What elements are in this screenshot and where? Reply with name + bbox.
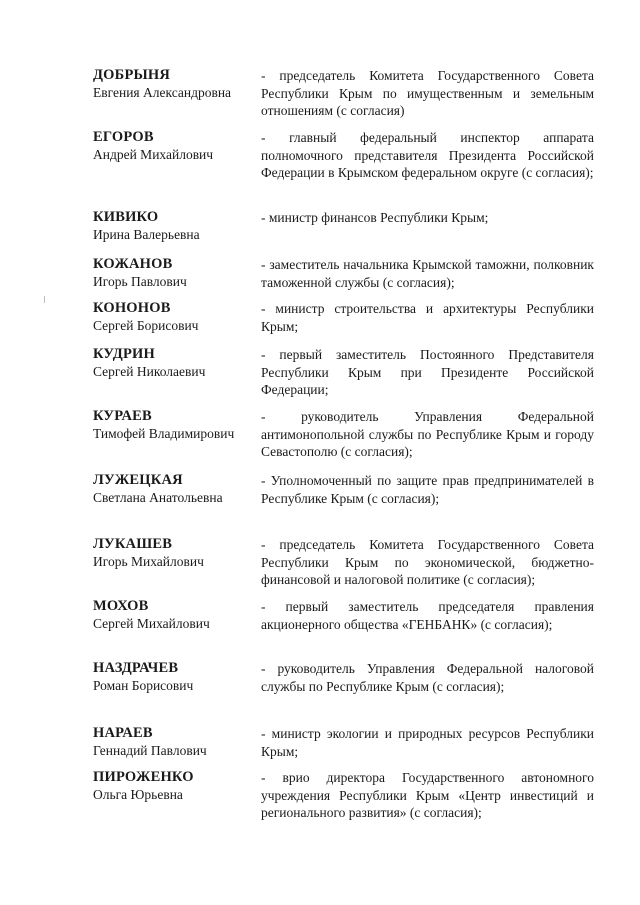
member-name: [93, 472, 258, 506]
member-name: [93, 256, 258, 290]
member-given-name: Сергей Борисович: [93, 318, 199, 333]
member-role: - министр экологии и природных ресурсов Республики Крым;: [261, 726, 594, 759]
member-given-name: Евгения Александровна: [93, 85, 232, 100]
member-surname: КИВИКО: [93, 209, 159, 225]
member-surname: КУДРИН: [93, 346, 155, 362]
member-surname: ДОБРЫНЯ: [93, 67, 171, 83]
member-given-name: Роман Борисович: [93, 678, 194, 693]
member-given-name: Игорь Михайлович: [93, 554, 204, 569]
member-role: - Уполномоченный по защите прав предпринимателей в Республике Крым (с согласия);: [261, 473, 594, 506]
member-surname: МОХОВ: [93, 598, 149, 614]
member-role: - руководитель Управления Федеральной налоговой службы по Республике Крым (с согласия);: [261, 661, 594, 694]
member-surname: ЕГОРОВ: [93, 129, 154, 145]
member-given-name: Светлана Анатольевна: [93, 490, 223, 505]
member-role: - председатель Комитета Государственного Совета Республики Крым по экономической, бюджетно-финансовой и налоговой политике (с согласия);: [261, 537, 594, 587]
member-role: - министр финансов Республики Крым;: [261, 210, 489, 225]
member-name: [93, 598, 258, 632]
member-role: - главный федеральный инспектор аппарата полномочного представителя Президента Российской Федерации в Крымском федеральном округе (с согласия);: [261, 130, 594, 180]
member-name: [93, 67, 258, 101]
member-name: [93, 725, 258, 759]
member-given-name: Ирина Валерьевна: [93, 227, 200, 242]
member-role: - врио директора Государственного автономного учреждения Республики Крым «Центр инвестиций и регионального развития» (с согласия);: [261, 770, 594, 820]
member-name: [93, 408, 258, 442]
member-given-name: Геннадий Павлович: [93, 743, 207, 758]
member-surname: КОЖАНОВ: [93, 256, 173, 272]
member-surname: КУРАЕВ: [93, 408, 152, 424]
member-surname: НАРАЕВ: [93, 725, 153, 741]
member-given-name: Игорь Павлович: [93, 274, 187, 289]
member-name: [93, 129, 258, 163]
member-surname: ЛУЖЕЦКАЯ: [93, 472, 183, 488]
member-name: [93, 346, 258, 380]
member-given-name: Сергей Николаевич: [93, 364, 206, 379]
member-name: [93, 660, 258, 694]
member-surname: КОНОНОВ: [93, 300, 171, 316]
member-role: - руководитель Управления Федеральной антимонопольной службы по Республике Крым и городу Севастополю (с согласия);: [261, 409, 594, 459]
member-role: - первый заместитель председателя правления акционерного общества «ГЕНБАНК» (с согласия);: [261, 599, 594, 632]
member-name: [93, 300, 258, 334]
member-role: - председатель Комитета Государственного Совета Республики Крым по имущественным и земельным отношениям (с согласия): [261, 68, 594, 118]
member-surname: ЛУКАШЕВ: [93, 536, 173, 552]
member-surname: ПИРОЖЕНКО: [93, 769, 194, 785]
member-name: [93, 769, 258, 803]
member-given-name: Сергей Михайлович: [93, 616, 210, 631]
member-name: [93, 209, 258, 243]
member-role: - министр строительства и архитектуры Республики Крым;: [261, 301, 594, 334]
member-role: - первый заместитель Постоянного Представителя Республики Крым при Президенте Российской Федерации;: [261, 347, 594, 397]
member-role: - заместитель начальника Крымской таможни, полковник таможенной службы (с согласия);: [261, 257, 594, 290]
member-surname: НАЗДРАЧЕВ: [93, 660, 179, 676]
member-given-name: Ольга Юрьевна: [93, 787, 183, 802]
member-given-name: Тимофей Владимирович: [93, 426, 235, 441]
member-given-name: Андрей Михайлович: [93, 147, 214, 162]
member-name: [93, 536, 258, 570]
margin-mark: [44, 296, 45, 303]
